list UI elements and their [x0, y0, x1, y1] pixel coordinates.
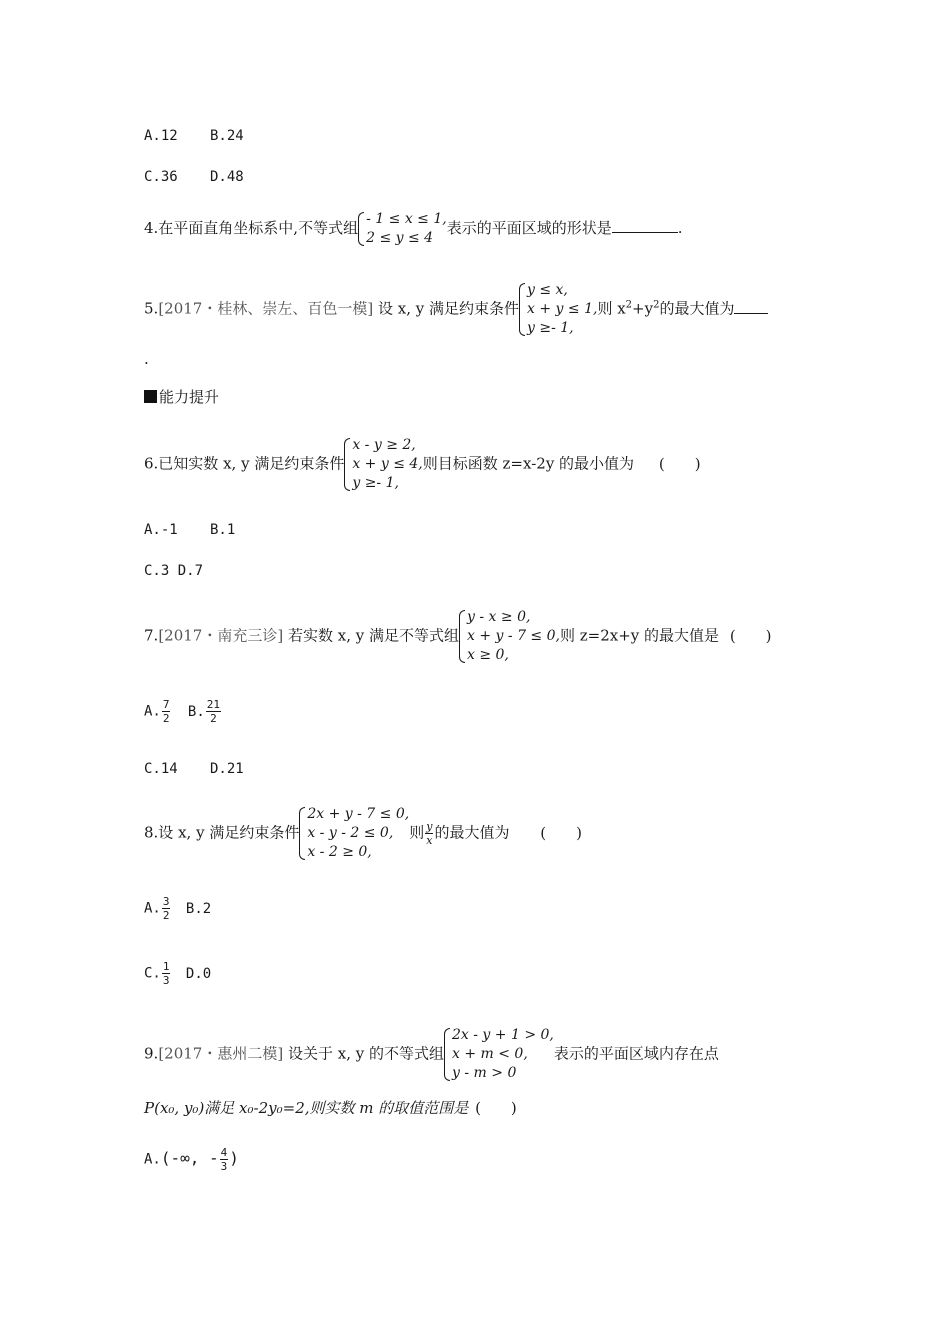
q9-ineq-2: x + m < 0, [452, 1046, 528, 1062]
denominator: x [426, 834, 433, 847]
q7-ineq-2: x + y - 7 ≤ 0, [467, 628, 560, 644]
denominator: 3 [162, 974, 170, 987]
q6-options-row2: C.3 D.7 [144, 563, 204, 579]
question-4 [144, 210, 683, 248]
option-b-fraction [206, 698, 221, 725]
answer-blank [612, 218, 678, 233]
q9-ineq-3: y - m > 0 [452, 1065, 517, 1081]
option-a-fraction [220, 1146, 229, 1173]
q5-suffix-b: 的最大值为 [659, 299, 735, 318]
q6-suffix: 则目标函数 z=x-2y 的最小值为 [422, 454, 635, 473]
q5-ineq-2: x + y ≤ 1, [527, 301, 598, 317]
q7-source: [2017・南充三诊] [158, 626, 284, 645]
q8-ineq-3: x - 2 ≥ 0, [307, 844, 372, 860]
q8-then: 则 [409, 823, 425, 842]
denominator: 2 [162, 909, 170, 922]
q7-prefix: 若实数 x, y 满足不等式组 [287, 626, 459, 645]
option-a-label: A. [144, 900, 161, 917]
q6-ineq-2: x + y ≤ 4, [352, 456, 423, 472]
option-d: D.21 [210, 761, 244, 777]
q5-plus: +y [632, 299, 654, 318]
section-title: 能力提升 [159, 388, 220, 406]
q8-options-row2 [144, 960, 211, 987]
q7-options-row2 [144, 761, 244, 777]
q8-system [299, 805, 409, 862]
q8-suffix: 的最大值为 [434, 823, 510, 842]
q5-end: . [144, 350, 149, 368]
option-a-label: A. [144, 703, 161, 720]
q5-system [519, 281, 597, 338]
numerator: 1 [162, 960, 170, 973]
q6-ineq-3: y ≥- 1, [352, 475, 399, 491]
question-5 [144, 281, 768, 338]
q5-ineq-3: y ≥- 1, [527, 320, 574, 336]
q9-system [444, 1026, 554, 1083]
q5-prefix: 设 x, y 满足约束条件 [377, 299, 519, 318]
q9-line-2 [144, 1097, 517, 1118]
q5-sup-1: 2 [625, 299, 633, 311]
q5-suffix-a: 则 x [597, 299, 626, 318]
option-c-fraction [162, 960, 171, 987]
denominator: 3 [220, 1160, 228, 1173]
q6-system [344, 436, 422, 493]
option-c: C.36 [144, 169, 178, 185]
q7-suffix: 则 z=2x+y 的最大值是 [559, 626, 720, 645]
q5-source: [2017・桂林、崇左、百色一模] [158, 299, 374, 318]
q4-end: . [677, 219, 683, 237]
q5-number: 5. [144, 299, 159, 318]
numerator: 4 [220, 1146, 228, 1159]
q9-line2-text: P(x₀, y₀)满足 x₀-2y₀=2,则实数 m 的取值范围是 [144, 1099, 469, 1117]
q9-option-a [144, 1146, 239, 1173]
q4-prefix: 4.在平面直角坐标系中,不等式组 [144, 219, 359, 237]
option-c-label: C. [144, 965, 161, 982]
option-a-fraction [162, 698, 171, 725]
option-a-label: A. [144, 1151, 161, 1168]
q4-ineq-1: - 1 ≤ x ≤ 1, [366, 211, 447, 227]
answer-paren: ( ) [729, 626, 772, 645]
q9-number: 9. [144, 1044, 159, 1063]
numerator: 3 [162, 895, 170, 908]
q3-options-row2 [144, 169, 244, 185]
option-a: A.-1 [144, 522, 178, 538]
denominator: 2 [162, 712, 170, 725]
numerator: y [426, 820, 433, 833]
q4-ineq-2: 2 ≤ y ≤ 4 [366, 230, 434, 246]
q7-number: 7. [144, 626, 159, 645]
q9-source: [2017・惠州二模] [158, 1044, 284, 1063]
q7-ineq-1: y - x ≥ 0, [467, 609, 531, 625]
q6-ineq-1: x - y ≥ 2, [352, 437, 416, 453]
q7-system [459, 608, 560, 665]
question-6 [144, 436, 701, 493]
section-header [144, 386, 219, 407]
q7-ineq-3: x ≥ 0, [467, 647, 509, 663]
q3-options-row1 [144, 128, 244, 144]
option-a-interval-left: (-∞, - [160, 1148, 219, 1168]
option-a: A.12 [144, 128, 178, 144]
q7-options-row1 [144, 698, 222, 725]
answer-paren: ( ) [658, 454, 701, 473]
q4-suffix: 表示的平面区域的形状是 [446, 219, 612, 237]
option-b: B.24 [210, 128, 244, 144]
question-9 [144, 1026, 719, 1083]
q8-ineq-2: x - y - 2 ≤ 0, [307, 825, 394, 841]
option-a-fraction [162, 895, 171, 922]
numerator: 21 [206, 698, 221, 711]
section-square-icon [144, 390, 157, 403]
q9-suffix: 表示的平面区域内存在点 [553, 1044, 719, 1063]
answer-blank [734, 299, 768, 314]
q9-prefix: 设关于 x, y 的不等式组 [287, 1044, 444, 1063]
answer-paren: ( ) [540, 823, 582, 842]
q9-ineq-1: 2x - y + 1 > 0, [452, 1027, 554, 1043]
q8-ineq-1: 2x + y - 7 ≤ 0, [307, 806, 410, 822]
q6-options-row1 [144, 522, 235, 538]
q8-options-row1 [144, 895, 211, 922]
q8-prefix: 8.设 x, y 满足约束条件 [144, 823, 300, 842]
numerator: 7 [162, 698, 170, 711]
question-8 [144, 805, 582, 862]
option-c: C.14 [144, 761, 178, 777]
q6-prefix: 6.已知实数 x, y 满足约束条件 [144, 454, 345, 473]
option-a-interval-right: ) [229, 1148, 239, 1168]
option-b: B.1 [210, 522, 236, 538]
answer-paren: ( ) [475, 1099, 517, 1117]
q8-fraction [425, 820, 433, 847]
q4-system [358, 210, 447, 248]
option-d: D.0 [185, 965, 212, 982]
option-b-label: B. [187, 703, 205, 720]
option-d: D.48 [210, 169, 244, 185]
denominator: 2 [210, 712, 217, 725]
option-b: B.2 [185, 900, 212, 917]
q5-ineq-1: y ≤ x, [527, 282, 568, 298]
question-7 [144, 608, 772, 665]
q5-sup-2: 2 [653, 299, 660, 311]
